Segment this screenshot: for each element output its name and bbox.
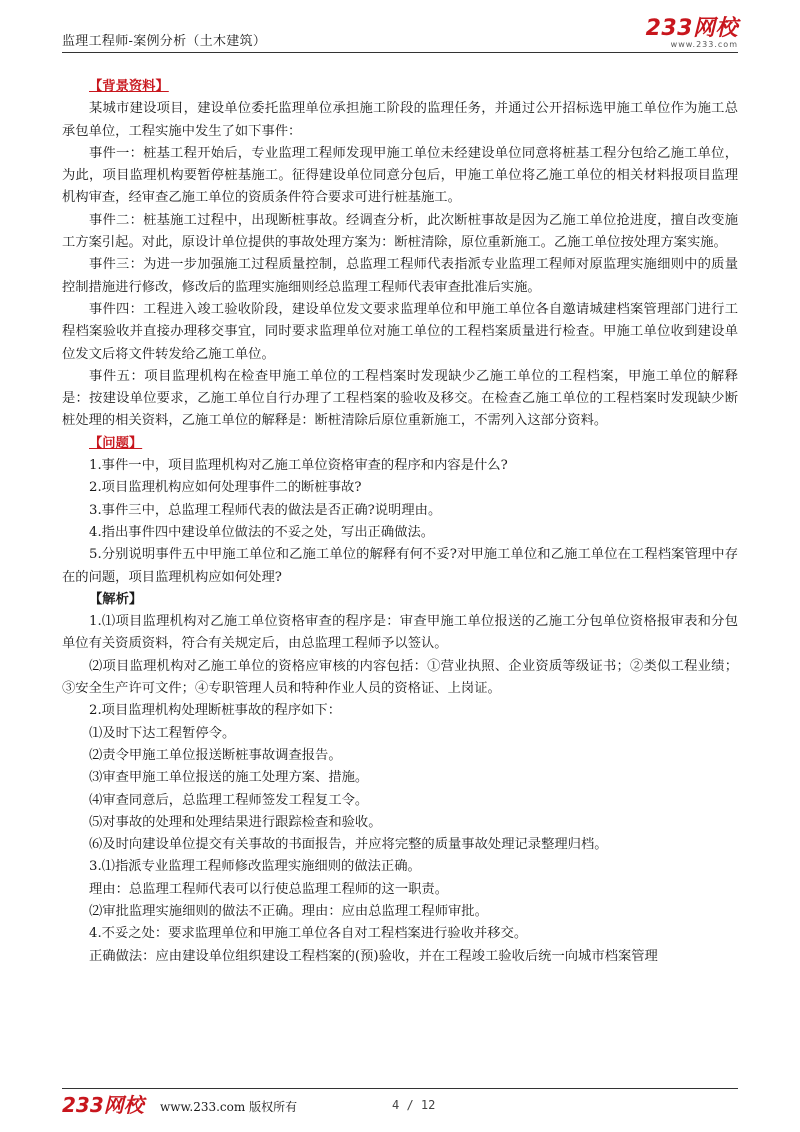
background-paragraph: 事件三：为进一步加强施工过程质量控制，总监理工程师代表指派专业监理工程师对原监理实施细则中的质量控制措施进行修改，修改后的监理实施细则经总监理工程师代表审查批准后实施。 [62,257,738,295]
analysis-item: ⑴及时下达工程暂停令。 [89,725,236,741]
header-title: 监理工程师-案例分析（土木建筑） [62,34,267,49]
document-body [62,76,738,968]
analysis-item: 正确做法：应由建设单位组织建设工程档案的(预)验收，并在工程竣工验收后统一向城市档案管理 [89,948,658,964]
page-footer [62,1094,738,1118]
question-item: 4.指出事件四中建设单位做法的不妥之处，写出正确做法。 [89,524,435,540]
background-paragraph: 某城市建设项目，建设单位委托监理单位承担施工阶段的监理任务，并通过公开招标选甲施工单位作为施工总承包单位，工程实施中发生了如下事件： [62,101,738,139]
question-item: 3.事件三中，总监理工程师代表的做法是否正确?说明理由。 [89,502,442,518]
question-item: 5.分别说明事件五中甲施工单位和乙施工单位的解释有何不妥?对甲施工单位和乙施工单位在工程档案管理中存在的问题，项目监理机构应如何处理? [62,547,738,585]
analysis-item: ⑵项目监理机构对乙施工单位的资格应审核的内容包括：①营业执照、企业资质等级证书；②类似工程业绩；③安全生产许可文件；④专职管理人员和特种作业人员的资格证、上岗证。 [62,658,738,697]
footer-copyright: www.233.com 版权所有 [160,1100,298,1114]
question-item: 2.项目监理机构应如何处理事件二的断桩事故? [89,480,362,496]
analysis-item: 1.⑴项目监理机构对乙施工单位资格审查的程序是：审查甲施工单位报送的乙施工分包单位资格报审表和分包单位有关资质资料，符合有关规定后，由总监理工程师予以签认。 [62,614,738,652]
analysis-item: ⑵审批监理实施细则的做法不正确。理由：应由总监理工程师审批。 [89,903,488,919]
page-header [62,0,738,50]
background-paragraph: 事件二：桩基施工过程中，出现断桩事故。经调查分析，此次断桩事故是因为乙施工单位抢进度，擅自改变施工方案引起。对此，原设计单位提供的事故处理方案为：断桩清除，原位重新施工。乙施工单位按处理方案实施。 [62,212,738,251]
analysis-item: ⑵责令甲施工单位报送断桩事故调查报告。 [89,747,342,763]
analysis-item: 2.项目监理机构处理断桩事故的程序如下： [89,703,342,719]
analysis-item: ⑸对事故的处理和处理结果进行跟踪检查和验收。 [89,814,382,830]
section-tag-questions: 【问题】 [89,435,143,451]
header-divider [62,52,738,53]
background-paragraph: 事件一：桩基工程开始后，专业监理工程师发现甲施工单位未经建设单位同意将桩基工程分包给乙施工单位，为此，项目监理机构要暂停桩基施工。征得建设单位同意分包后，甲施工单位将乙施工单位的相关材料报项目监理机构审查，经审查乙施工单位的资质条件符合要求可进行桩基施工。 [62,145,738,206]
page-number: 4 / 12 [392,1098,436,1112]
section-tag-background: 【背景资料】 [89,79,169,94]
header-logo-text: 233网校 [645,16,738,41]
header-logo [646,18,738,49]
analysis-item: ⑷审查同意后，总监理工程师签发工程复工令。 [89,792,369,808]
analysis-item: 3.⑴指派专业监理工程师修改监理实施细则的做法正确。 [89,859,421,875]
analysis-item: ⑶审查甲施工单位报送的施工处理方案、措施。 [89,770,369,786]
footer-logo-text: 233网校 [62,1093,144,1117]
question-item: 1.事件一中，项目监理机构对乙施工单位资格审查的程序和内容是什么? [89,458,508,474]
header-logo-url: www.233.com [670,40,738,49]
background-paragraph: 事件五：项目监理机构在检查甲施工单位的工程档案时发现缺少乙施工单位的工程档案，甲施工单位的解释是：按建设单位要求，乙施工单位自行办理了工程档案的验收及移交。在检查乙施工单位的工程档案时发现缺少断桩处理的相关资料，乙施工单位的解释是：断桩清除后原位重新施工，不需列入这部分资料。 [62,368,738,429]
analysis-item: 4.不妥之处：要求监理单位和甲施工单位各自对工程档案进行验收并移交。 [89,926,528,942]
footer-divider [62,1088,738,1089]
section-tag-analysis: 【解析】 [89,591,143,607]
analysis-item: 理由：总监理工程师代表可以行使总监理工程师的这一职责。 [89,881,449,897]
analysis-item: ⑹及时向建设单位提交有关事故的书面报告，并应将完整的质量事故处理记录整理归档。 [89,837,608,853]
background-paragraph: 事件四：工程进入竣工验收阶段，建设单位发文要求监理单位和甲施工单位各自邀请城建档案管理部门进行工程档案验收并直接办理移交事宜，同时要求监理单位对施工单位的工程档案质量进行检查。甲施工单位收到建设单位发文后将文件转发给乙施工单位。 [62,301,738,362]
